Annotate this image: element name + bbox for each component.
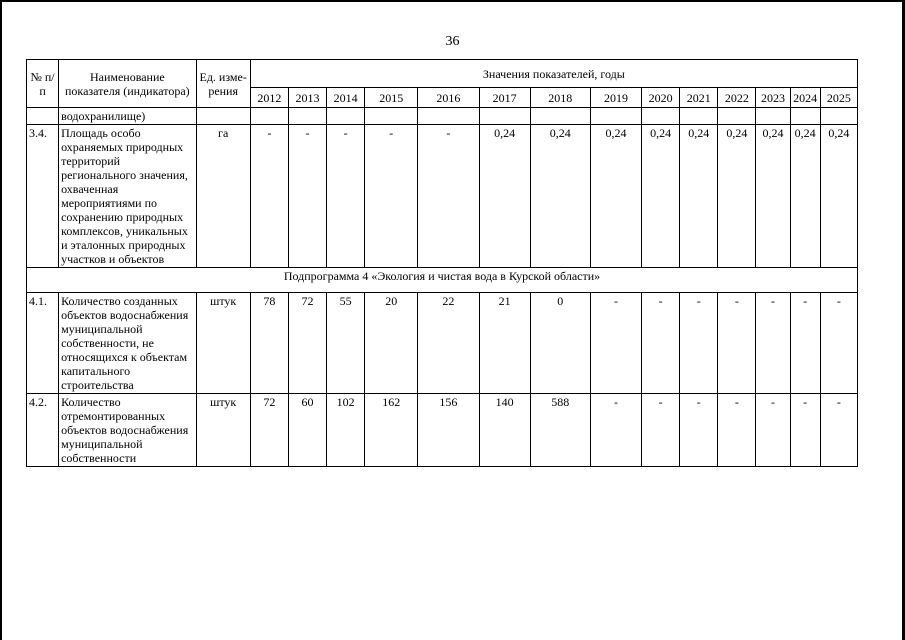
indicator-num: 3.4.	[27, 125, 59, 268]
indicator-value: -	[327, 125, 365, 268]
indicator-value: 22	[418, 293, 479, 394]
indicator-value: 60	[288, 394, 326, 467]
year-header: 2020	[642, 88, 680, 108]
indicator-unit: га	[196, 125, 250, 268]
indicator-value: -	[642, 293, 680, 394]
indicator-row	[27, 293, 858, 394]
year-header: 2024	[790, 88, 820, 108]
indicator-value: -	[680, 293, 718, 394]
indicator-value: 102	[327, 394, 365, 467]
indicator-row	[27, 125, 858, 268]
indicator-value: -	[820, 293, 857, 394]
indicator-unit: штук	[196, 394, 250, 467]
indicator-value: -	[820, 394, 857, 467]
indicator-value: 72	[288, 293, 326, 394]
scan-border-left	[0, 0, 2, 640]
year-header: 2019	[590, 88, 641, 108]
indicator-row	[27, 394, 858, 467]
indicator-name: Количество созданных объектов водоснабжения муниципальной собственности, не относящихся к объектам капитального строительства	[59, 293, 196, 394]
indicator-name: Количество отремонтированных объектов водоснабжения муниципальной собственности	[59, 394, 196, 467]
indicator-value: -	[756, 293, 790, 394]
indicator-value: 162	[365, 394, 418, 467]
indicator-value: 588	[530, 394, 590, 467]
header-values: Значения показателей, годы	[250, 60, 857, 88]
indicator-value: 0,24	[642, 125, 680, 268]
continuation-row	[27, 108, 858, 125]
indicator-value: -	[790, 394, 820, 467]
indicator-value: 55	[327, 293, 365, 394]
year-header: 2012	[250, 88, 288, 108]
year-header: 2018	[530, 88, 590, 108]
header-unit: Ед. изме-рения	[196, 60, 250, 108]
indicator-value: 0,24	[530, 125, 590, 268]
indicator-value: 0	[530, 293, 590, 394]
subprogram-title: Подпрограмма 4 «Экология и чистая вода в Курской области»	[27, 268, 858, 293]
indicator-value: 0,24	[479, 125, 530, 268]
indicator-unit: штук	[196, 293, 250, 394]
indicator-value: -	[790, 293, 820, 394]
year-header: 2023	[756, 88, 790, 108]
indicator-value: 156	[418, 394, 479, 467]
continuation-name: водохранилище)	[59, 108, 196, 125]
header-num: № п/п	[27, 60, 59, 108]
indicator-value: 0,24	[820, 125, 857, 268]
indicator-num: 4.2.	[27, 394, 59, 467]
page-number: 36	[445, 34, 460, 49]
indicator-value: 0,24	[590, 125, 641, 268]
indicator-value: -	[680, 394, 718, 467]
scan-border-top	[0, 0, 905, 2]
year-header: 2017	[479, 88, 530, 108]
continuation-num	[27, 108, 59, 125]
year-header: 2025	[820, 88, 857, 108]
indicator-value: -	[288, 125, 326, 268]
indicator-name: Площадь особо охраняемых природных территорий регионального значения, охваченная мероприятиями по сохранению природных комплексов, уникальных и эталонных природных участков и объектов	[59, 125, 196, 268]
indicator-value: 0,24	[718, 125, 756, 268]
subprogram-row	[27, 268, 858, 293]
year-header: 2015	[365, 88, 418, 108]
year-header: 2013	[288, 88, 326, 108]
indicator-value: -	[590, 293, 641, 394]
indicator-value: -	[250, 125, 288, 268]
indicator-value: 0,24	[756, 125, 790, 268]
indicator-value: -	[718, 293, 756, 394]
indicator-num: 4.1.	[27, 293, 59, 394]
year-header: 2014	[327, 88, 365, 108]
indicator-value: 20	[365, 293, 418, 394]
indicator-value: -	[365, 125, 418, 268]
indicator-value: 140	[479, 394, 530, 467]
header-name: Наименование показателя (индикатора)	[59, 60, 196, 108]
year-header: 2022	[718, 88, 756, 108]
indicator-value: 0,24	[680, 125, 718, 268]
indicator-value: 72	[250, 394, 288, 467]
indicator-value: -	[756, 394, 790, 467]
indicator-value: -	[718, 394, 756, 467]
indicator-value: -	[642, 394, 680, 467]
indicator-value: 78	[250, 293, 288, 394]
continuation-unit	[196, 108, 250, 125]
indicator-value: -	[590, 394, 641, 467]
indicator-value: -	[418, 125, 479, 268]
year-header: 2021	[680, 88, 718, 108]
indicator-value: 21	[479, 293, 530, 394]
year-header: 2016	[418, 88, 479, 108]
indicator-value: 0,24	[790, 125, 820, 268]
indicators-table	[26, 59, 858, 467]
